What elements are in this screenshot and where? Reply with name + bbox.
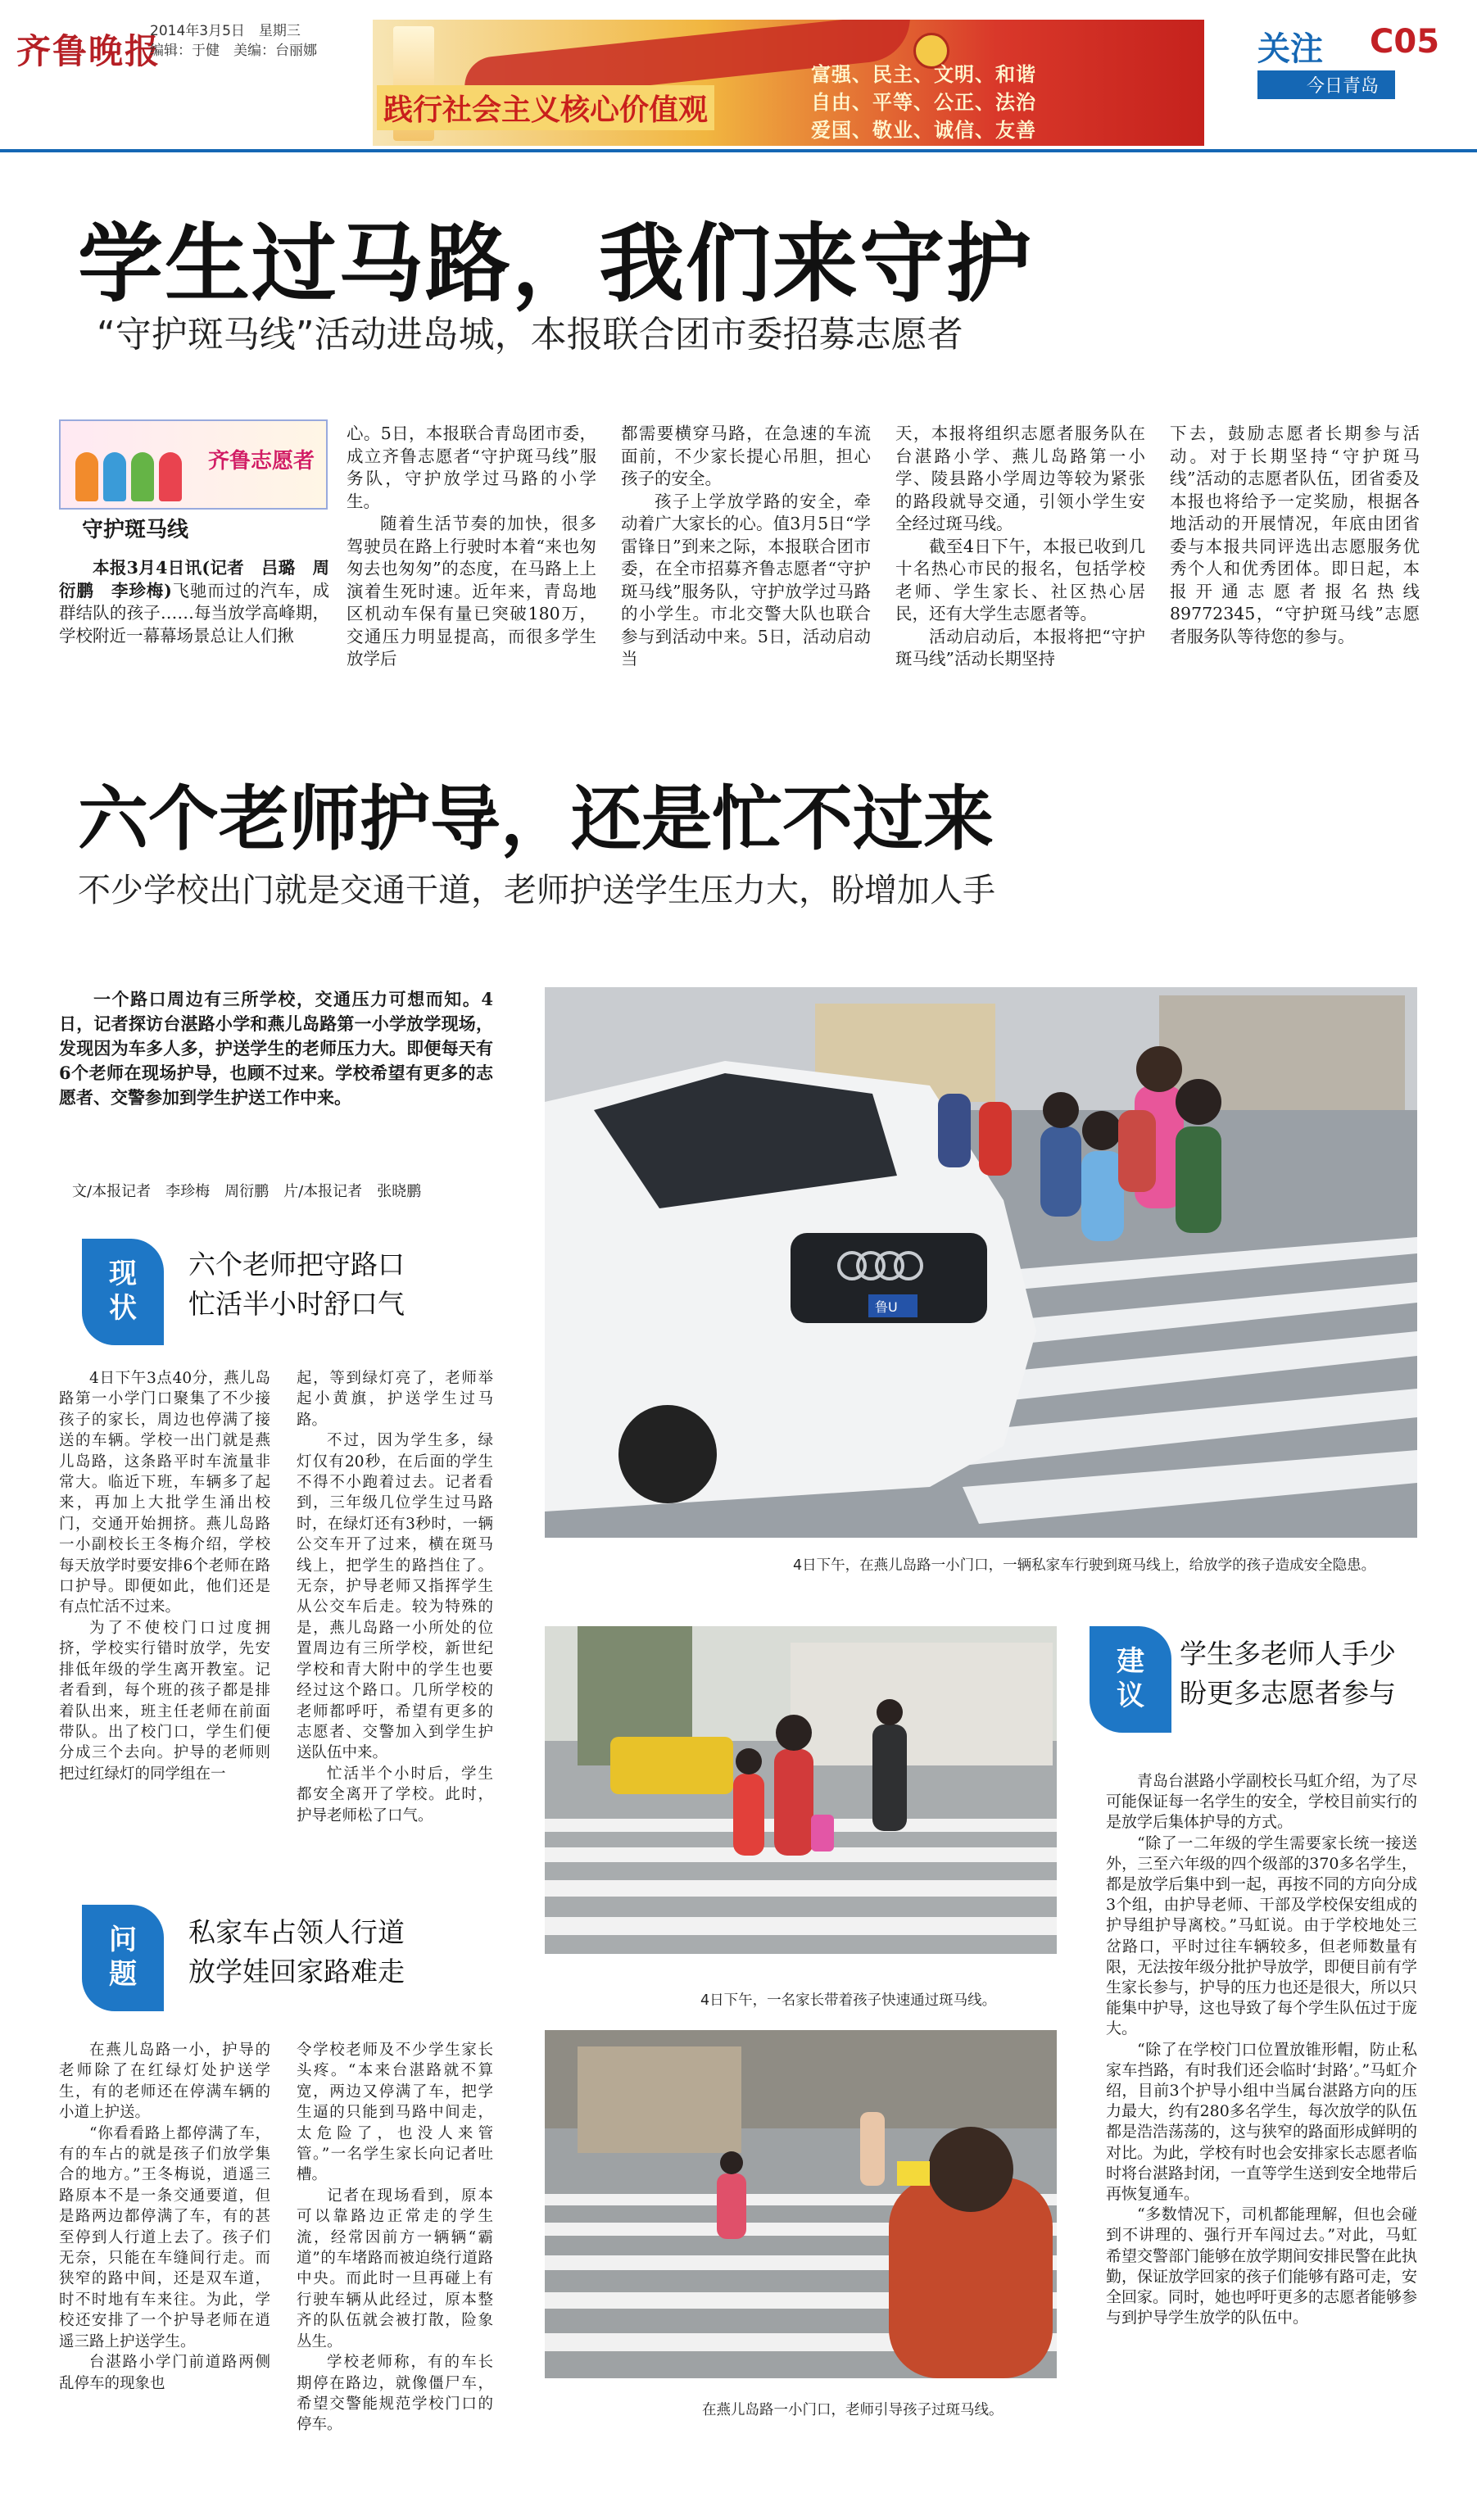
paragraph: 活动启动后，本报将把“守护斑马线”活动长期坚持 [895, 626, 1145, 669]
child-figure-icon [131, 452, 154, 501]
badge-char: 议 [1117, 1679, 1144, 1712]
paragraph: 下去，鼓励志愿者长期参与活动。对于长期坚持“守护斑马线”活动的志愿者队伍，团省委及本报也将给予一定奖励，根据各地活动的开展情况，年底由团省委与本报共同评选出志愿服务优秀个人和优秀团体。即日起，本报开通志愿者报名热线89772345，“守护斑马线”志愿者服务队等待您的参与。 [1170, 424, 1420, 646]
section-badge-problem [82, 1905, 164, 2011]
sub-section-label: 今日青岛 [1257, 70, 1395, 99]
values-banner [373, 20, 1204, 146]
title-line: 盼更多志愿者参与 [1180, 1677, 1396, 1709]
photo2-caption: 4日下午，一名家长带着孩子快速通过斑马线。 [700, 1992, 997, 2009]
paragraph: 孩子上学放学路的安全，牵动着广大家长的心。值3月5日“学雷锋日”到来之际，本报联合团市委，在全市招募齐鲁志愿者“守护斑马线”服务队，守护放学过马路的小学生。市北交警大队也联合参与到活动中来。5日，活动启动当 [621, 491, 871, 669]
story1-column-4 [895, 423, 1145, 671]
section-badge-status [82, 1239, 164, 1345]
child-figure-icon [75, 452, 98, 501]
paragraph: 记者在现场看到，原本可以靠路边正常走的学生流，经常因前方一辆辆“霸道”的车堵路而被迫绕行道路中央。而此时一旦再碰上有行驶车辆从此经过，原本整齐的队伍就会被打散，险象丛生。 [297, 2187, 493, 2350]
story1-column-1 [59, 557, 329, 647]
paragraph: “你看看路上都停满了车，有的车占的就是孩子们放学集合的地方。”王冬梅说，逍遥三路原本不是一条交通要道，但是路两边都停满了车，有的甚至停到人行道上去了。孩子们无奈，只能在车缝间行走。而狭窄的路中间，还是双车道，时不时地有车来往。为此，学校还安排了一个护导老师在逍遥三路上护送学生。 [59, 2124, 270, 2350]
story2-headline: 六个老师护导，还是忙不过来 [78, 778, 994, 860]
story1-column-3 [621, 423, 871, 671]
sec1-column-a [59, 1368, 270, 1784]
title-line: 忙活半小时舒口气 [188, 1288, 405, 1320]
banner-values [811, 61, 1036, 144]
license-plate: 鲁U [875, 1299, 898, 1315]
section-name: 关注 [1257, 30, 1323, 68]
sec1-column-b [297, 1368, 493, 1826]
masthead-logo: 齐鲁晚报 [16, 31, 161, 71]
photo-illustration [545, 2030, 1057, 2378]
paragraph: 令学校老师及不少学生家长头疼。“本来台湛路就不算宽，两边又停满了车，把学生逼的只能到马路中间走，太危险了，也没人来管管。”一名学生家长向记者吐槽。 [297, 2042, 493, 2184]
photo-teacher-guiding [545, 2030, 1057, 2378]
photo-parent-with-child [545, 1626, 1057, 1954]
banner-slogan: 践行社会主义核心价值观 [377, 85, 714, 130]
paragraph: 学校老师称，有的车长期停在路边，就像僵尸车，希望交警能规范学校门口的停车。 [297, 2354, 493, 2434]
photo-car-on-crosswalk [545, 987, 1417, 1538]
story2-subhead: 不少学校出门就是交通干道，老师护送学生压力大，盼增加人手 [78, 872, 995, 909]
sec2-column-b [297, 2040, 493, 2436]
photo-illustration [545, 1626, 1057, 1954]
section-badge-suggestion [1090, 1626, 1171, 1733]
page-number: C05 [1370, 23, 1440, 61]
story1-col1-text: 飞驰而过的汽车，成群结队的孩子……每当放学高峰期，学校附近一幕幕场景总让人们揪 [59, 580, 330, 646]
paragraph: 起，等到绿灯亮了，老师举起小黄旗，护送学生过马路。 [297, 1370, 493, 1429]
banner-value-line: 富强、民主、文明、和谐 [811, 63, 1036, 86]
badge-char: 现 [109, 1258, 137, 1290]
paragraph: “除了一二年级的学生需要家长统一接送外，三至六年级的四个级部的370多名学生，都是放学后集中到一起，再按不同的方向分成3个组，由护导老师、干部及学校保安组成的护导组护导离校。”马虹说。由于学校地处三岔路口，平时过往车辆较多，但老师数量有限，无法按年级分批护导放学，即便目前有学生家长参与，护导的压力也还是很大，所以只能集中护导，这也导致了每个学生队伍过于庞大。 [1106, 1833, 1418, 2038]
story1-headline: 学生过马路，我们来守护 [78, 214, 1034, 314]
paragraph: 截至4日下午，本报已收到几十名热心市民的报名，包括学校老师、学生家长、社区热心居民，还有大学生志愿者等。 [895, 536, 1145, 623]
badge-char: 题 [109, 1958, 137, 1991]
paragraph: 4日下午3点40分，燕儿岛路第一小学门口聚集了不少接孩子的家长，周边也停满了接送的车辆。学校一出门就是燕儿岛路，这条路平时车流量非常大。临近下班，车辆多了起来，再加上大批学生涌出校门，交通开始拥挤。燕儿岛路一小副校长王冬梅介绍，学校每天放学时要安排6个老师在路口护导。即便如此，他们还是有点忙活不过来。 [59, 1370, 270, 1616]
story1-subhead: “守护斑马线”活动进岛城，本报联合团市委招募志愿者 [97, 314, 963, 356]
story2-byline: 文/本报记者 李珍梅 周衍鹏 片/本报记者 张晓鹏 [72, 1183, 422, 1200]
badge-char: 建 [1117, 1645, 1144, 1678]
paragraph: 随着生活节奏的加快，很多驾驶员在路上行驶时本着“来也匆匆去也匆匆”的态度，在马路上上演着生死时速。近年来，青岛地区机动车保有量已突破180万，交通压力明显提高，而很多学生放学后 [347, 514, 596, 669]
sec2-column-a [59, 2040, 270, 2394]
story1-byline: 本报3月4日讯(记者 吕璐 周衍鹏 李珍梅) [59, 558, 329, 601]
section-title-problem [188, 1913, 405, 1992]
paragraph: 天，本报将组织志愿者服务队在台湛路小学、燕儿岛路第一小学、陵县路小学周边等较为紧张的路段就导交通，引领小学生安全经过斑马线。 [895, 424, 1145, 533]
header-rule [0, 149, 1477, 152]
child-figure-icon [103, 452, 126, 501]
photo-illustration [545, 987, 1417, 1538]
story2-lead: 一个路口周边有三所学校，交通压力可想而知。4日，记者探访台湛路小学和燕儿岛路第一小学放学现场，发现因为车多人多，护送学生的老师压力大。即便每天有6个老师在现场护导，也顾不过来。学校希望有更多的志愿者、交警参加到学生护送工作中来。 [59, 989, 493, 1108]
paragraph: 心。5日，本报联合青岛团市委，成立齐鲁志愿者“守护斑马线”服务队，守护放学过马路的小学生。 [347, 424, 596, 511]
issue-date: 2014年3月5日 星期三 [150, 23, 301, 39]
banner-value-line: 爱国、敬业、诚信、友善 [811, 119, 1036, 142]
volunteer-logo [59, 419, 328, 510]
paragraph: “多数情况下，司机都能理解，但也会碰到不讲理的、强行开车闯过去。”对此，马虹希望交警部门能够在放学期间安排民警在此执勤，保证放学回家的孩子们能够有路可走，安全回家。同时，她也呼吁更多的志愿者能够参与到护导学生放学的队伍中。 [1106, 2205, 1418, 2327]
badge-char: 问 [109, 1924, 137, 1956]
sec3-column [1106, 1771, 1417, 2328]
logo-caption: 守护斑马线 [82, 518, 189, 542]
paragraph: 都需要横穿马路，在急速的车流面前，不少家长提心吊胆，担心孩子的安全。 [621, 424, 871, 488]
title-line: 放学娃回家路难走 [188, 1956, 405, 1987]
child-figure-icon [159, 452, 182, 501]
title-line: 学生多老师人手少 [1180, 1638, 1396, 1670]
story1-column-2 [347, 423, 596, 671]
banner-value-line: 自由、平等、公正、法治 [811, 91, 1036, 114]
paragraph: 忙活半个小时后，学生都安全离开了学校。此时，护导老师松了口气。 [297, 1765, 493, 1824]
volunteer-logo-text: 齐鲁志愿者 [208, 449, 315, 474]
section-title-suggestion [1180, 1634, 1396, 1713]
paragraph: 青岛台湛路小学副校长马虹介绍，为了尽可能保证每一名学生的安全，学校目前实行的是放学后集体护导的方式。 [1106, 1772, 1418, 1832]
header-meta [150, 21, 317, 61]
paragraph: “除了在学校门口位置放锥形帽，防止私家车挡路，有时我们还会临时‘封路’。”马虹介绍，目前3个护导小组中当属台湛路方向的压力最大，约有280多名学生，每次放学的队伍都是浩浩荡荡的，这与狭窄的路面形成鲜明的对比。为此，学校有时也会安排家长志愿者临时将台湛路封闭，一直等学生送到安全地带后再恢复通车。 [1106, 2040, 1418, 2204]
paragraph: 不过，因为学生多，绿灯仅有20秒，在后面的学生不得不小跑着过去。记者看到，三年级几位学生过马路时，在绿灯还有3秒时，一辆公交车开了过来，横在斑马线上，把学生的路挡住了。无奈，护导老师又指挥学生从公交车后走。较为特殊的是，燕儿岛路一小所处的位置周边有三所学校，新世纪学校和青大附中的学生也要经过这个路口。几所学校的老师都呼吁，希望有更多的志愿者、交警加入到学生护送队伍中来。 [297, 1432, 493, 1762]
section-title-status [188, 1245, 405, 1324]
photo3-caption: 在燕儿岛路一小门口，老师引导孩子过斑马线。 [702, 2402, 1004, 2418]
paragraph: 台湛路小学门前道路两侧乱停车的现象也 [59, 2354, 270, 2392]
paragraph: 为了不使校门口过度拥挤，学校实行错时放学，先安排低年级的学生离开教室。记者看到，每个班的孩子都是排着队出来，班主任老师在前面带队。出了校门口，学生们便分成三个去向。护导的老师则把过红绿灯的同学组在一 [59, 1619, 270, 1783]
story1-column-5 [1170, 423, 1420, 648]
editor-credits: 编辑：于健 美编：台丽娜 [150, 43, 317, 59]
paragraph: 在燕儿岛路一小，护导的老师除了在红绿灯处护送学生，有的老师还在停满车辆的小道上护送。 [59, 2042, 270, 2122]
photo1-caption: 4日下午，在燕儿岛路一小门口，一辆私家车行驶到斑马线上，给放学的孩子造成安全隐患。 [793, 1557, 1376, 1574]
title-line: 私家车占领人行道 [188, 1916, 405, 1948]
badge-char: 状 [109, 1292, 137, 1325]
title-line: 六个老师把守路口 [188, 1249, 405, 1280]
